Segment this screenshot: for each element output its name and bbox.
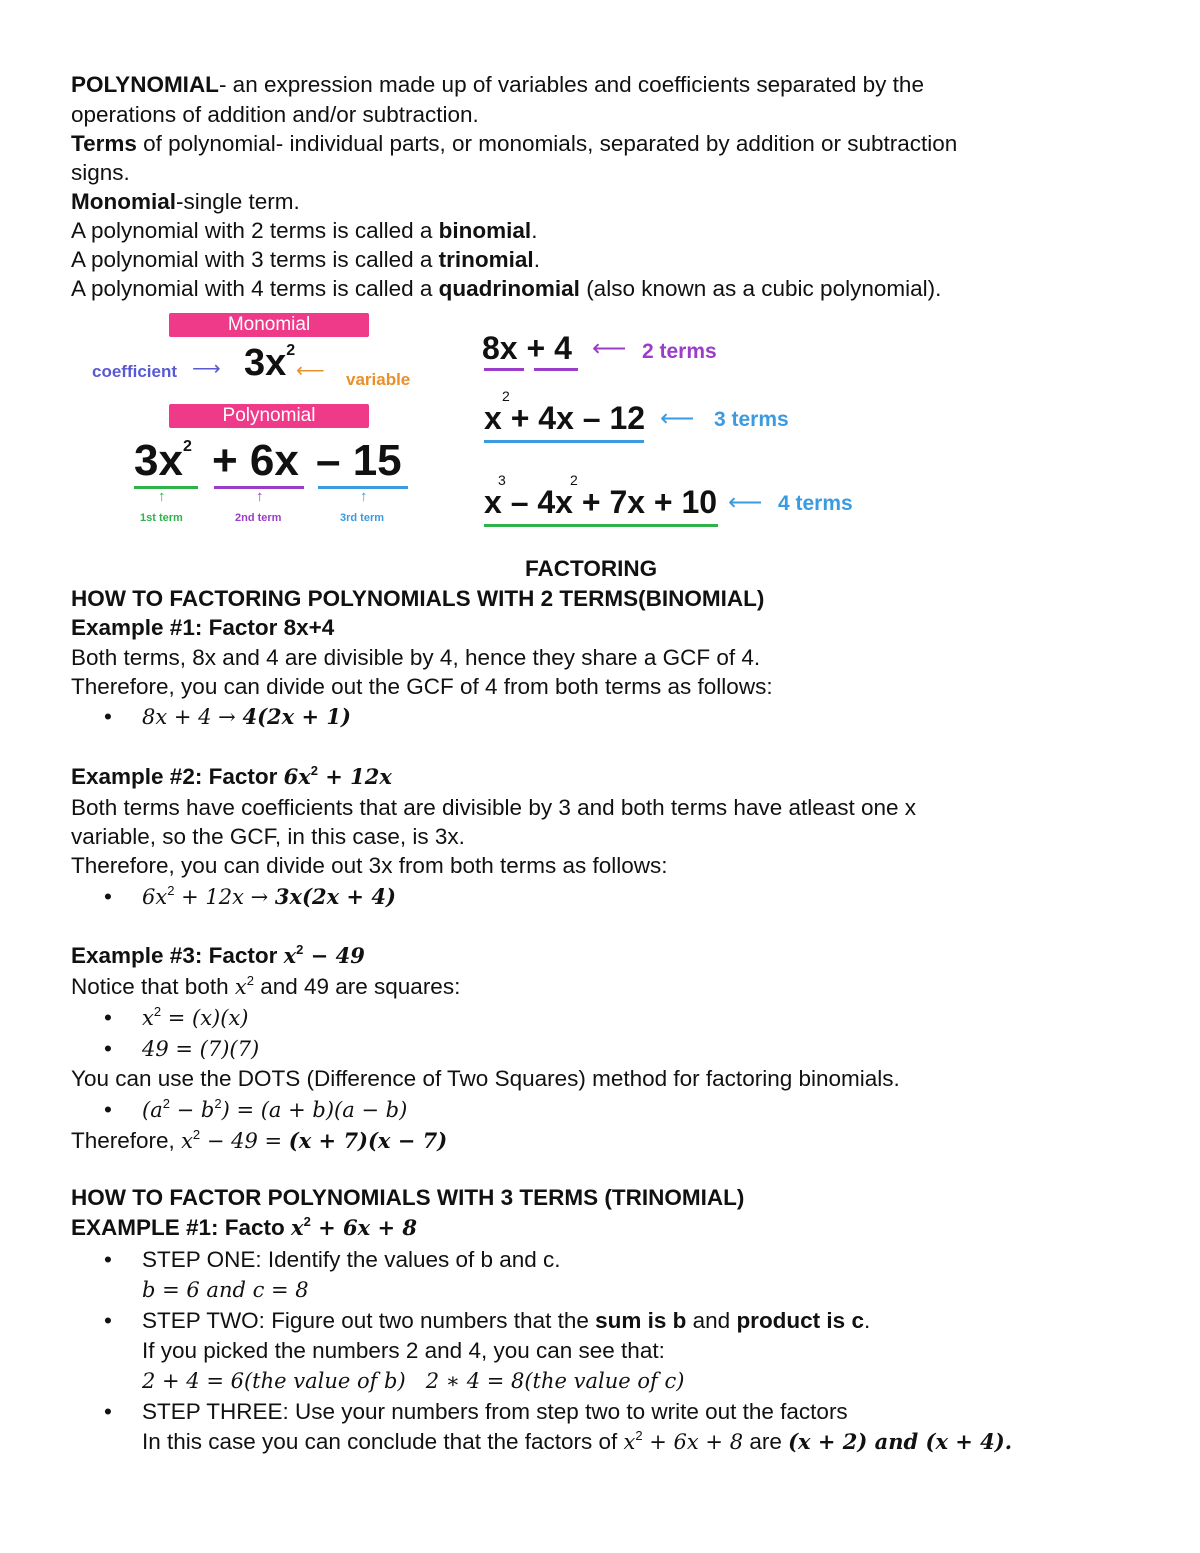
bullet: • xyxy=(104,1308,112,1333)
term3-arrow: ↑ xyxy=(360,488,368,505)
binomial-heading: HOW TO FACTORING POLYNOMIALS WITH 2 TERMS(BINOMIAL) xyxy=(71,586,765,611)
example3-line1: Notice that both $x^2$ and 49 are squares: xyxy=(71,973,461,999)
bullet: • xyxy=(104,1097,112,1122)
row2-exponent: 2 xyxy=(502,388,510,404)
bullet: • xyxy=(104,1005,112,1030)
step-two-math: 2 + 4 = 6(the value of b) 2 ∗ 4 = 8(the value of c) xyxy=(142,1369,685,1393)
poly-term-1: $3x^2$ xyxy=(134,436,192,485)
bullet: • xyxy=(104,1399,112,1424)
binomial-definition: A polynomial with 2 terms is called a binomial. xyxy=(71,218,538,243)
term1-underline xyxy=(134,486,198,489)
row1-arrow: ⟵ xyxy=(592,335,627,362)
row1-underline-b xyxy=(534,368,578,371)
row3-exponent-b: 2 xyxy=(570,472,578,488)
bullet: • xyxy=(104,884,112,909)
example2-result: $6x^2 + 12x \to 3x(2x + 4)$ xyxy=(142,883,396,909)
example1-title: Example #1: Factor 8x+4 xyxy=(71,615,335,640)
poly-term-3: – 15 xyxy=(316,436,402,485)
terms-definition: Terms of polynomial- individual parts, or monomials, separated by addition or subtraction xyxy=(71,131,958,156)
example1-line2: Therefore, you can divide out the GCF of 4 from both terms as follows: xyxy=(71,674,773,699)
trinomial-heading: HOW TO FACTOR POLYNOMIALS WITH 3 TERMS (TRINOMIAL) xyxy=(71,1185,745,1210)
row2-arrow: ⟵ xyxy=(660,405,695,432)
monomial-expression: $3x^2$ xyxy=(244,342,296,384)
quadrinomial-definition: A polynomial with 4 terms is called a quadrinomial (also known as a cubic polynomial). xyxy=(71,276,942,301)
row3-expression: x – 4x + 7x + 10 xyxy=(484,484,718,520)
coefficient-label: coefficient xyxy=(92,362,178,381)
bullet: • xyxy=(104,1247,112,1272)
dots-line: You can use the DOTS (Difference of Two Squares) method for factoring binomials. xyxy=(71,1066,900,1091)
example2-line1: Both terms have coefficients that are divisible by 3 and both terms have atleast one x xyxy=(71,795,917,820)
step-three-line2: In this case you can conclude that the factors of $x^2 + 6x + 8$ are (x + 2) and (x + 4). xyxy=(142,1428,1013,1454)
row2-expression: x + 4x – 12 xyxy=(484,400,646,436)
third-term-label: 3rd term xyxy=(340,512,385,524)
polynomial-definition: POLYNOMIAL- an expression made up of variables and coefficients separated by the xyxy=(71,72,924,97)
example3-bullet1: $x^2 = (x)(x)$ xyxy=(142,1004,249,1030)
row1-expression: 8x + 4 xyxy=(482,330,572,366)
dots-formula: $(a^2 - b^2) = (a + b)(a - b)$ xyxy=(142,1096,408,1122)
example2-line2: variable, so the GCF, in this case, is 3x. xyxy=(71,824,465,849)
monomial-definition: Monomial-single term. xyxy=(71,189,300,214)
example2-line3: Therefore, you can divide out 3x from both terms as follows: xyxy=(71,853,668,878)
row3-label: 4 terms xyxy=(778,492,853,515)
poly-term-2: + 6x xyxy=(212,436,299,485)
row2-label: 3 terms xyxy=(714,408,789,431)
terms-definition-cont: signs. xyxy=(71,160,130,185)
trinomial-definition: A polynomial with 3 terms is called a trinomial. xyxy=(71,247,540,272)
term1-arrow: ↑ xyxy=(158,488,166,505)
step-one-math: b = 6 and c = 8 xyxy=(142,1278,309,1302)
first-term-label: 1st term xyxy=(140,512,183,524)
step-two: STEP TWO: Figure out two numbers that the sum is b and product is c. xyxy=(142,1308,871,1333)
bullet: • xyxy=(104,1036,112,1061)
bullet: • xyxy=(104,704,112,729)
example3-bullet2: 49 = (7)(7) xyxy=(142,1037,260,1061)
trinomial-example-title: EXAMPLE #1: Facto $x^2 + 6x + 8$ xyxy=(71,1214,417,1240)
factoring-title: FACTORING xyxy=(525,556,658,581)
term2-arrow: ↑ xyxy=(256,488,264,505)
row1-underline-a xyxy=(484,368,524,371)
example1-result: 8x + 4 → 4(2x + 1) xyxy=(142,704,351,729)
second-term-label: 2nd term xyxy=(235,512,282,524)
variable-label: variable xyxy=(346,370,411,389)
example3-title: Example #3: Factor $x^2 - 49$ xyxy=(71,942,365,968)
polynomial-definition-cont: operations of addition and/or subtraction. xyxy=(71,102,479,127)
example2-title: Example #2: Factor $6x^2 + 12x$ xyxy=(71,763,392,789)
step-two-line2: If you picked the numbers 2 and 4, you can see that: xyxy=(142,1338,665,1363)
coefficient-arrow: ⟶ xyxy=(192,358,221,380)
step-one: STEP ONE: Identify the values of b and c. xyxy=(142,1247,561,1272)
example1-line1: Both terms, 8x and 4 are divisible by 4, hence they share a GCF of 4. xyxy=(71,645,761,670)
step-three: STEP THREE: Use your numbers from step two to write out the factors xyxy=(142,1399,848,1424)
example3-conclusion: Therefore, $x^2 - 49 = (x + 7)(x - 7)$ xyxy=(71,1127,448,1153)
row1-label: 2 terms xyxy=(642,340,717,363)
row2-underline xyxy=(484,440,644,443)
monomial-pill: Monomial xyxy=(169,313,369,337)
row3-arrow: ⟵ xyxy=(728,489,763,516)
variable-arrow: ⟵ xyxy=(296,360,325,382)
polynomial-pill: Polynomial xyxy=(169,404,369,428)
row3-underline xyxy=(484,524,718,527)
row3-exponent-a: 3 xyxy=(498,472,506,488)
